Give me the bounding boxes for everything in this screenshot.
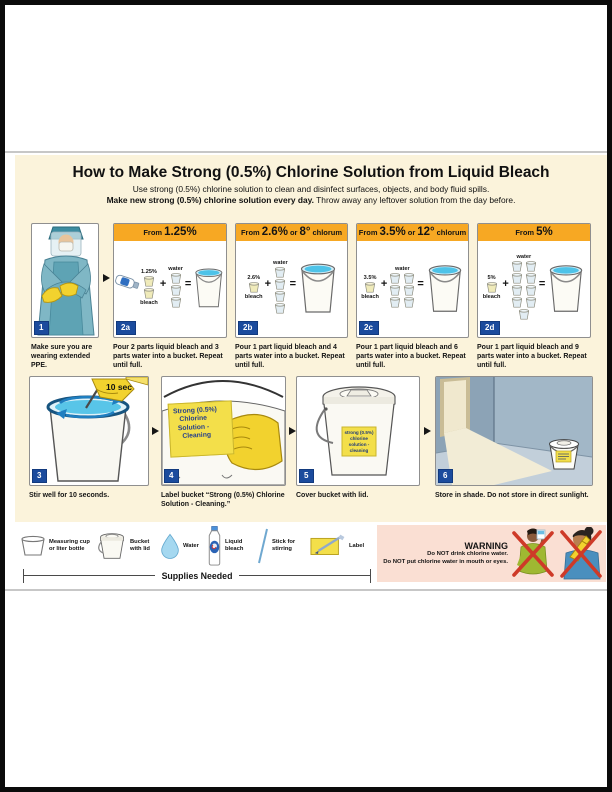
step-badge: 4 [164, 469, 179, 483]
step-badge: 2d [480, 321, 500, 335]
plus-sign: + [264, 278, 272, 290]
plus-sign: + [380, 278, 388, 290]
bleach-bottle-icon [207, 526, 222, 566]
step-2d-caption: Pour 1 part liquid bleach and 9 parts water into a bucket. Repeat until full. [477, 344, 587, 370]
supply-stick: Stick for stirring [257, 527, 306, 565]
image-bottom-edge [5, 589, 607, 591]
warning-box [377, 525, 606, 582]
arrow-right-icon [152, 427, 159, 435]
step-badge: 5 [299, 469, 314, 483]
step-3-panel [29, 376, 149, 486]
svg-text:chlorine: chlorine [350, 436, 368, 441]
no-drinking-figure [511, 527, 555, 580]
bucket-icon [193, 261, 225, 313]
arrow-right-icon [103, 274, 110, 282]
bucket-icon [298, 257, 338, 317]
supplies-row [20, 525, 374, 567]
bleach-bottle-icon [114, 272, 142, 292]
step-badge: 1 [34, 321, 49, 335]
supply-label: Label [310, 533, 369, 559]
stirring-illustration [30, 377, 148, 485]
bucket-icon [426, 259, 464, 316]
equals-sign: = [538, 278, 546, 290]
poster-subtitle-2: Make new strong (0.5%) chlorine solution every day. Throw away any leftover solution from the day before. [106, 195, 516, 205]
bucket-label: Strong (0.5%) Chlorine Solution - Cleaning [168, 400, 235, 457]
water-column: water [389, 266, 415, 308]
supply-bucket-lid: Bucket with lid [97, 531, 156, 561]
step-2b-panel [235, 223, 348, 338]
step-6-panel [435, 376, 593, 486]
warning-title: WARNING [464, 540, 508, 551]
water-column: water [273, 260, 288, 314]
warning-line-2: Do NOT put chlorine water in mouth or eyes. [383, 558, 508, 565]
measuring-cup-icon [20, 535, 46, 557]
step-6-caption: Store in shade. Do not store in direct sunlight. [435, 492, 589, 499]
water-cups [389, 273, 415, 308]
warning-line-1: Do NOT drink chlorine water. [427, 550, 508, 557]
step-3-caption: Stir well for 10 seconds. [29, 492, 110, 499]
arrow-right-icon [289, 427, 296, 435]
water-cups [170, 273, 182, 308]
water-drop-icon [160, 532, 180, 560]
step-badge: 3 [32, 469, 47, 483]
step-badge: 2b [238, 321, 258, 335]
bleach-cups [143, 276, 155, 299]
dilution-header-2d: From 5% [478, 224, 590, 241]
svg-text:strong (0.5%): strong (0.5%) [344, 430, 374, 435]
supply-bleach: Liquid bleach [207, 526, 253, 566]
step-badge: 2c [359, 321, 379, 335]
bleach-column: 5% bleach [482, 274, 501, 300]
step-2c-caption: Pour 1 part liquid bleach and 6 parts water into a bucket. Repeat until full. [356, 344, 466, 370]
step-1-caption: Make sure you are wearing extended PPE. [31, 344, 93, 370]
dilution-header-2b: From 2.6% or 8° chlorum [236, 224, 347, 241]
plus-sign: + [159, 278, 167, 290]
bottom-strip [15, 522, 607, 588]
stirring-stick-icon [257, 527, 269, 565]
chlorine-poster [15, 155, 607, 522]
bleach-column: 3.5% bleach [361, 274, 379, 300]
image-top-edge [5, 151, 607, 153]
step-badge: 2a [116, 321, 136, 335]
supply-measuring-cup: Measuring cup or liter bottle [20, 535, 93, 557]
step-2a-panel [113, 223, 227, 338]
bleach-column: 2.6% bleach [244, 274, 263, 300]
water-cups [274, 267, 286, 314]
covered-bucket-illustration [309, 379, 409, 483]
step-2a-caption: Pour 2 parts liquid bleach and 3 parts water into a bucket. Repeat until full. [113, 344, 223, 370]
bucket-lid-icon [97, 531, 127, 561]
stored-bucket [550, 440, 579, 469]
storage-room-illustration [436, 377, 592, 485]
dilution-header-2a: From 1.25% [114, 224, 226, 241]
bleach-cups [364, 282, 376, 293]
step-2b-caption: Pour 1 part liquid bleach and 4 parts water into a bucket. Repeat until full. [235, 344, 345, 370]
step-5-panel [296, 376, 420, 486]
step-4-panel [161, 376, 286, 486]
water-cups [511, 261, 537, 320]
bleach-cups [486, 282, 498, 293]
bucket-label [342, 427, 376, 456]
bleach-column: 1.25% bleach [140, 268, 158, 306]
supplies-bracket [23, 568, 371, 583]
step-5-caption: Cover bucket with lid. [296, 492, 369, 499]
dilution-header-2c: From 3.5% or 12° chlorum [357, 224, 468, 241]
plus-sign: + [502, 278, 509, 290]
poster-subtitle-1: Use strong (0.5%) chlorine solution to clean and disinfect surfaces, objects, and body fluid spills. [132, 184, 490, 194]
equals-sign: = [289, 278, 297, 290]
svg-text:solution -: solution - [348, 442, 370, 447]
supply-water: Water [160, 532, 203, 560]
label-icon [310, 533, 346, 559]
water-column: water [511, 254, 537, 320]
step-4-caption: Label bucket “Strong (0.5%) Chlorine Solution - Cleaning.” [161, 492, 285, 509]
bleach-cups [248, 282, 260, 293]
no-eye-touch-figure [558, 527, 602, 580]
timer-label: 10 sec [106, 382, 132, 392]
equals-sign: = [184, 278, 192, 290]
step-1-panel [31, 223, 99, 338]
step-badge: 6 [438, 469, 453, 483]
arrow-right-icon [424, 427, 431, 435]
step-2c-panel [356, 223, 469, 338]
warning-text [379, 541, 508, 567]
bucket-icon [547, 259, 585, 316]
poster-title: How to Make Strong (0.5%) Chlorine Solution from Liquid Bleach [72, 164, 550, 181]
water-column: water [168, 266, 183, 308]
supplies-footer: Supplies Needed [161, 570, 233, 581]
step-2d-panel [477, 223, 591, 338]
svg-text:cleaning: cleaning [349, 448, 369, 453]
equals-sign: = [417, 278, 424, 290]
